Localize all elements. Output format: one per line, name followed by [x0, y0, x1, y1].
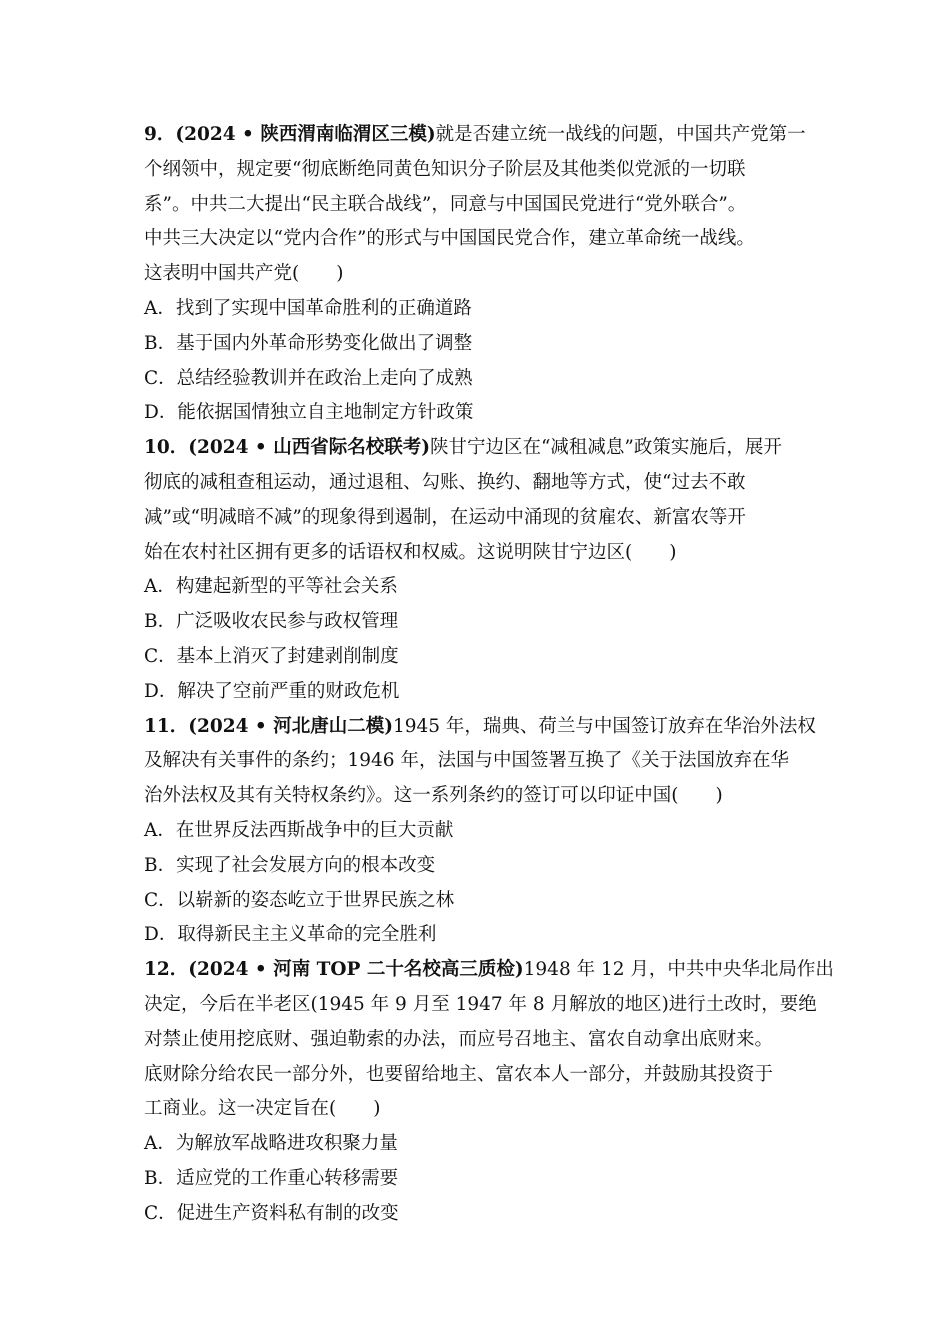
- option-letter: C．: [144, 645, 177, 667]
- question-stem-line: 彻底的减租查租运动，通过退租、勾账、换约、翻地等方式，使“过去不敢: [144, 471, 746, 493]
- option-letter: B．: [144, 854, 177, 876]
- option-letter: B．: [144, 611, 177, 633]
- question-stem-line: 始在农村社区拥有更多的话语权和权威。这说明陕甘宁边区( ): [144, 541, 677, 563]
- option-d: [144, 918, 824, 953]
- question-12: [144, 953, 834, 1231]
- option-b: [144, 849, 824, 884]
- option-text: 在世界反法西斯战争中的巨大贡献: [175, 819, 454, 841]
- option-c: [144, 640, 824, 675]
- question-stem-line: [144, 953, 834, 988]
- option-letter: D．: [144, 402, 178, 424]
- question-source: (2024 • 山西省际名校联考): [188, 437, 430, 459]
- option-letter: C．: [144, 889, 177, 911]
- option-text: 基于国内外革命形势变化做出了调整: [176, 332, 473, 354]
- option-a: [144, 814, 824, 849]
- question-stem-line: 及解决有关事件的条约；1946 年，法国与中国签署互换了《关于法国放弃在华: [144, 750, 789, 772]
- question-stem-line: 减”或“明减暗不减”的现象得到遏制，在运动中涌现的贫雇农、新富农等开: [144, 506, 746, 528]
- option-text: 为解放军战略进攻积聚力量: [175, 1133, 398, 1155]
- option-text: 找到了实现中国革命胜利的正确道路: [175, 297, 472, 319]
- option-letter: C．: [144, 1202, 177, 1224]
- option-letter: D．: [144, 924, 178, 946]
- option-text: 构建起新型的平等社会关系: [175, 576, 398, 598]
- question-source: (2024 • 河南 TOP 二十名校高三质检): [188, 959, 524, 981]
- question-stem-line: 个纲领中，规定要“彻底断绝同黄色知识分子阶层及其他类似党派的一切联: [144, 158, 746, 180]
- option-letter: C．: [144, 367, 177, 389]
- option-b: [144, 605, 824, 640]
- stem-text: 1948 年 12 月，中共中央华北局作出: [523, 959, 834, 981]
- option-letter: D．: [144, 680, 178, 702]
- question-source: (2024 • 河北唐山二模): [188, 715, 393, 737]
- question-page: [144, 118, 834, 1232]
- option-text: 解决了空前严重的财政危机: [177, 680, 400, 702]
- option-text: 能依据国情独立自主地制定方针政策: [177, 402, 474, 424]
- option-text: 促进生产资料私有制的改变: [176, 1202, 399, 1224]
- option-d: [144, 675, 824, 710]
- question-stem-line: 底财除分给农民一部分外，也要留给地主、富农本人一部分，并鼓励其投资于: [144, 1063, 774, 1085]
- option-letter: A．: [144, 297, 176, 319]
- question-stem-line: 决定，今后在半老区(1945 年 9 月至 1947 年 8 月解放的地区)进行土改时，要绝: [144, 993, 817, 1015]
- question-10: [144, 431, 824, 709]
- option-letter: B．: [144, 1167, 177, 1189]
- question-stem-line: [144, 118, 824, 153]
- question-stem-line: 系”。中共二大提出“民主联合战线”，同意与中国国民党进行“党外联合”。: [144, 193, 747, 215]
- option-a: [144, 1127, 824, 1162]
- option-c: [144, 884, 824, 919]
- option-text: 广泛吸收农民参与政权管理: [176, 611, 399, 633]
- question-stem-line: 治外法权及其有关特权条约》。这一系列条约的签订可以印证中国( ): [144, 785, 723, 807]
- question-stem-line: [144, 431, 824, 466]
- question-stem-line: 这表明中国共产党( ): [144, 263, 344, 285]
- question-11: [144, 710, 824, 954]
- option-b: [144, 327, 824, 362]
- option-text: 基本上消灭了封建剥削制度: [176, 645, 399, 667]
- option-c: [144, 1197, 824, 1232]
- option-letter: A．: [144, 1133, 176, 1155]
- option-b: [144, 1162, 824, 1197]
- option-text: 总结经验教训并在政治上走向了成熟: [176, 367, 473, 389]
- question-number: 10．: [144, 437, 189, 459]
- question-stem-line: 对禁止使用挖底财、强迫勒索的办法，而应号召地主、富农自动拿出底财来。: [144, 1028, 774, 1050]
- option-text: 取得新民主主义革命的完全胜利: [177, 924, 437, 946]
- option-a: [144, 570, 824, 605]
- option-d: [144, 396, 824, 431]
- question-9: [144, 118, 824, 431]
- stem-text: 1945 年，瑞典、荷兰与中国签订放弃在华治外法权: [392, 715, 816, 737]
- option-a: [144, 292, 824, 327]
- option-c: [144, 362, 824, 397]
- stem-text: 陕甘宁边区在“减租减息”政策实施后，展开: [429, 437, 782, 459]
- option-letter: A．: [144, 576, 176, 598]
- question-number: 9．: [144, 124, 176, 145]
- question-number: 12．: [144, 959, 189, 981]
- option-letter: B．: [144, 332, 177, 354]
- question-stem-line: [144, 710, 824, 745]
- option-text: 以崭新的姿态屹立于世界民族之林: [176, 889, 455, 911]
- stem-text: 就是否建立统一战线的问题，中国共产党第一: [435, 124, 806, 145]
- question-stem-line: 中共三大决定以“党内合作”的形式与中国国民党合作，建立革命统一战线。: [144, 228, 755, 250]
- question-source: (2024 • 陕西渭南临渭区三模): [175, 124, 436, 145]
- option-text: 适应党的工作重心转移需要: [176, 1167, 399, 1189]
- option-text: 实现了社会发展方向的根本改变: [176, 854, 436, 876]
- question-stem-line: 工商业。这一决定旨在( ): [144, 1098, 381, 1120]
- question-number: 11．: [144, 715, 189, 737]
- option-letter: A．: [144, 819, 176, 841]
